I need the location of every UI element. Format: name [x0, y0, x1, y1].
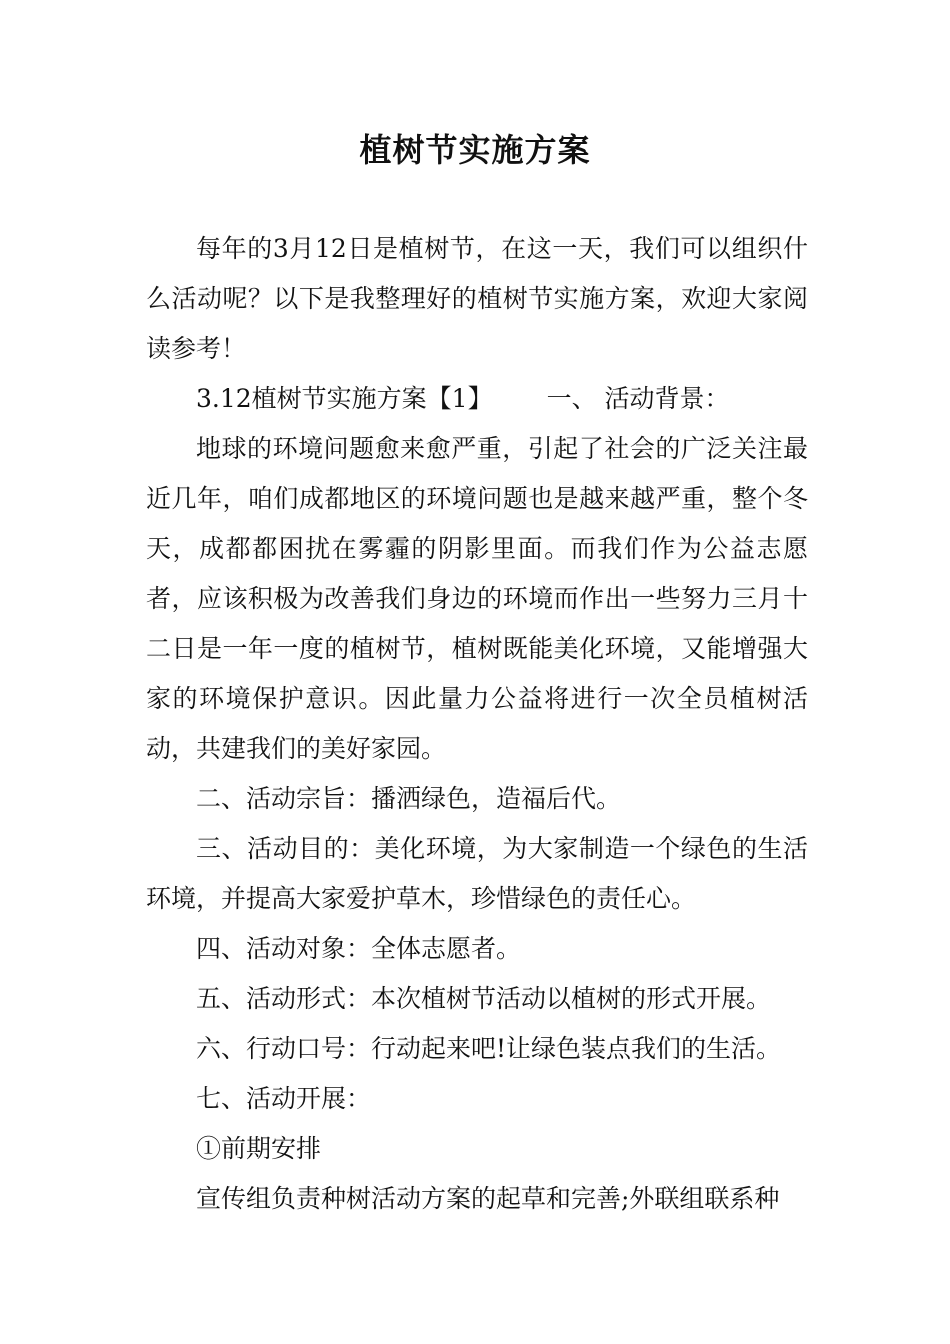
development-paragraph: 七、活动开展：: [196, 1084, 372, 1113]
purpose-paragraph: 二、活动宗旨：播洒绿色，造福后代。: [196, 784, 622, 813]
form-paragraph: 五、活动形式：本次植树节活动以植树的形式开展。: [196, 984, 772, 1013]
preparation-paragraph: 宣传组负责种树活动方案的起草和完善;外联组联系种: [196, 1184, 780, 1213]
slogan-paragraph: 六、行动口号：行动起来吧!让绿色装点我们的生活。: [196, 1034, 782, 1063]
background-heading: 一、 活动背景：: [546, 384, 730, 413]
section-heading: 3.12植树节实施方案【1】: [196, 384, 493, 413]
section-heading-paragraph: [146, 374, 808, 424]
goal-paragraph: 三、活动目的：美化环境，为大家制造一个绿色的生活环境，并提高大家爱护草木，珍惜绿色的责任心。: [146, 834, 808, 913]
document-title: 植树节实施方案: [359, 131, 591, 169]
background-paragraph: 地球的环境问题愈来愈严重，引起了社会的广泛关注最近几年，咱们成都地区的环境问题也是越来越严重，整个冬天，成都都困扰在雾霾的阴影里面。而我们作为公益志愿者，应该积极为改善我们身边的环境而作出一些努力三月十二日是一年一度的植树节，植树既能美化环境，又能增强大家的环境保护意识。因此量力公益将进行一次全员植树活动，共建我们的美好家园。: [146, 434, 808, 763]
document-body: [146, 224, 808, 1224]
preparation-heading: ①前期安排: [196, 1134, 322, 1163]
intro-paragraph: 每年的3月12日是植树节，在这一天，我们可以组织什么活动呢？以下是我整理好的植树节实施方案，欢迎大家阅读参考！: [146, 234, 808, 363]
target-paragraph: 四、活动对象：全体志愿者。: [196, 934, 522, 963]
